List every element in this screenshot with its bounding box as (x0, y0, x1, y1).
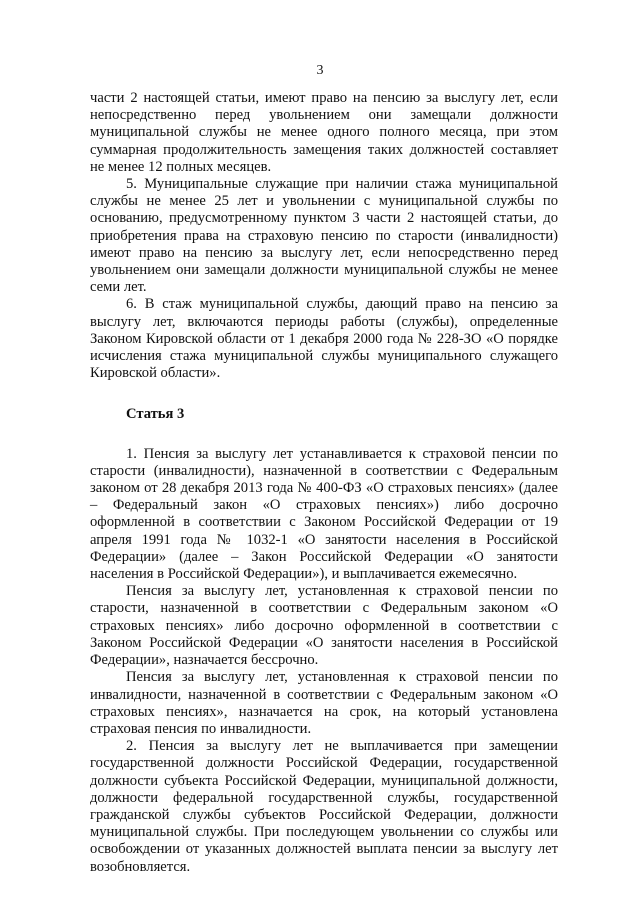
paragraph-item-5: 5. Муниципальные служащие при наличии стажа муниципальной службы не менее 25 лет и увольнении с муниципальной службы по основанию, предусмотренному пунктом 3 части 2 настоящей статьи, до приобретения права на страховую пенсию по старости (инвалидности) имеют право на пенсию за выслугу лет, если непосредственно перед увольнением они замещали должности муниципальной службы не менее семи лет. (90, 176, 558, 296)
paragraph-disability-pension: Пенсия за выслугу лет, установленная к страховой пенсии по инвалидности, назначенной в соответствии с Федеральным законом «О страховых пенсиях», назначается на срок, на который установлена страховая пенсия по инвалидности. (90, 669, 558, 737)
paragraph-old-age-pension: Пенсия за выслугу лет, установленная к страховой пенсии по старости, назначенной в соответствии с Федеральным законом «О страховых пенсиях» либо досрочно оформленной в соответствии с Законом Российской Федерации «О занятости населения в Российской Федерации», назначается бессрочно. (90, 583, 558, 669)
document-body (90, 90, 558, 876)
paragraph-article3-item-2: 2. Пенсия за выслугу лет не выплачивается при замещении государственной должности Российской Федерации, государственной должности субъекта Российской Федерации, муниципальной должности, должности федеральной государственной службы, государственной гражданской службы субъектов Российской Федерации, должности муниципальной службы. При последующем увольнении со службы или освобождении от указанных должностей выплата пенсии за выслугу лет возобновляется. (90, 738, 558, 875)
article-heading: Статья 3 (126, 406, 185, 423)
paragraph-item-6: 6. В стаж муниципальной службы, дающий право на пенсию за выслугу лет, включаются периоды работы (службы), определенные Законом Кировской области от 1 декабря 2000 года № 228-ЗО «О порядке исчисления стажа муниципальной службы муниципального служащего Кировской области». (90, 296, 558, 382)
paragraph-continuation: части 2 настоящей статьи, имеют право на пенсию за выслугу лет, если непосредственно перед увольнением они замещали должности муниципальной службы не менее одного полного месяца, при этом суммарная продолжительность замещения таких должностей составляет не менее 12 полных месяцев. (90, 90, 558, 175)
paragraph-article3-item-1: 1. Пенсия за выслугу лет устанавливается к страховой пенсии по старости (инвалидности), назначенной в соответствии с Федеральным законом от 28 декабря 2013 года № 400-ФЗ «О страховых пенсиях» (далее – Федеральный закон «О страховых пенсиях») либо досрочно оформленной в соответствии с Законом Российской Федерации от 19 апреля 1991 года № 1032-1 «О занятости населения в Российской Федерации» (далее – Закон Российской Федерации «О занятости населения в Российской Федерации»), и выплачивается ежемесячно. (90, 445, 558, 583)
page-number: 3 (316, 63, 324, 78)
